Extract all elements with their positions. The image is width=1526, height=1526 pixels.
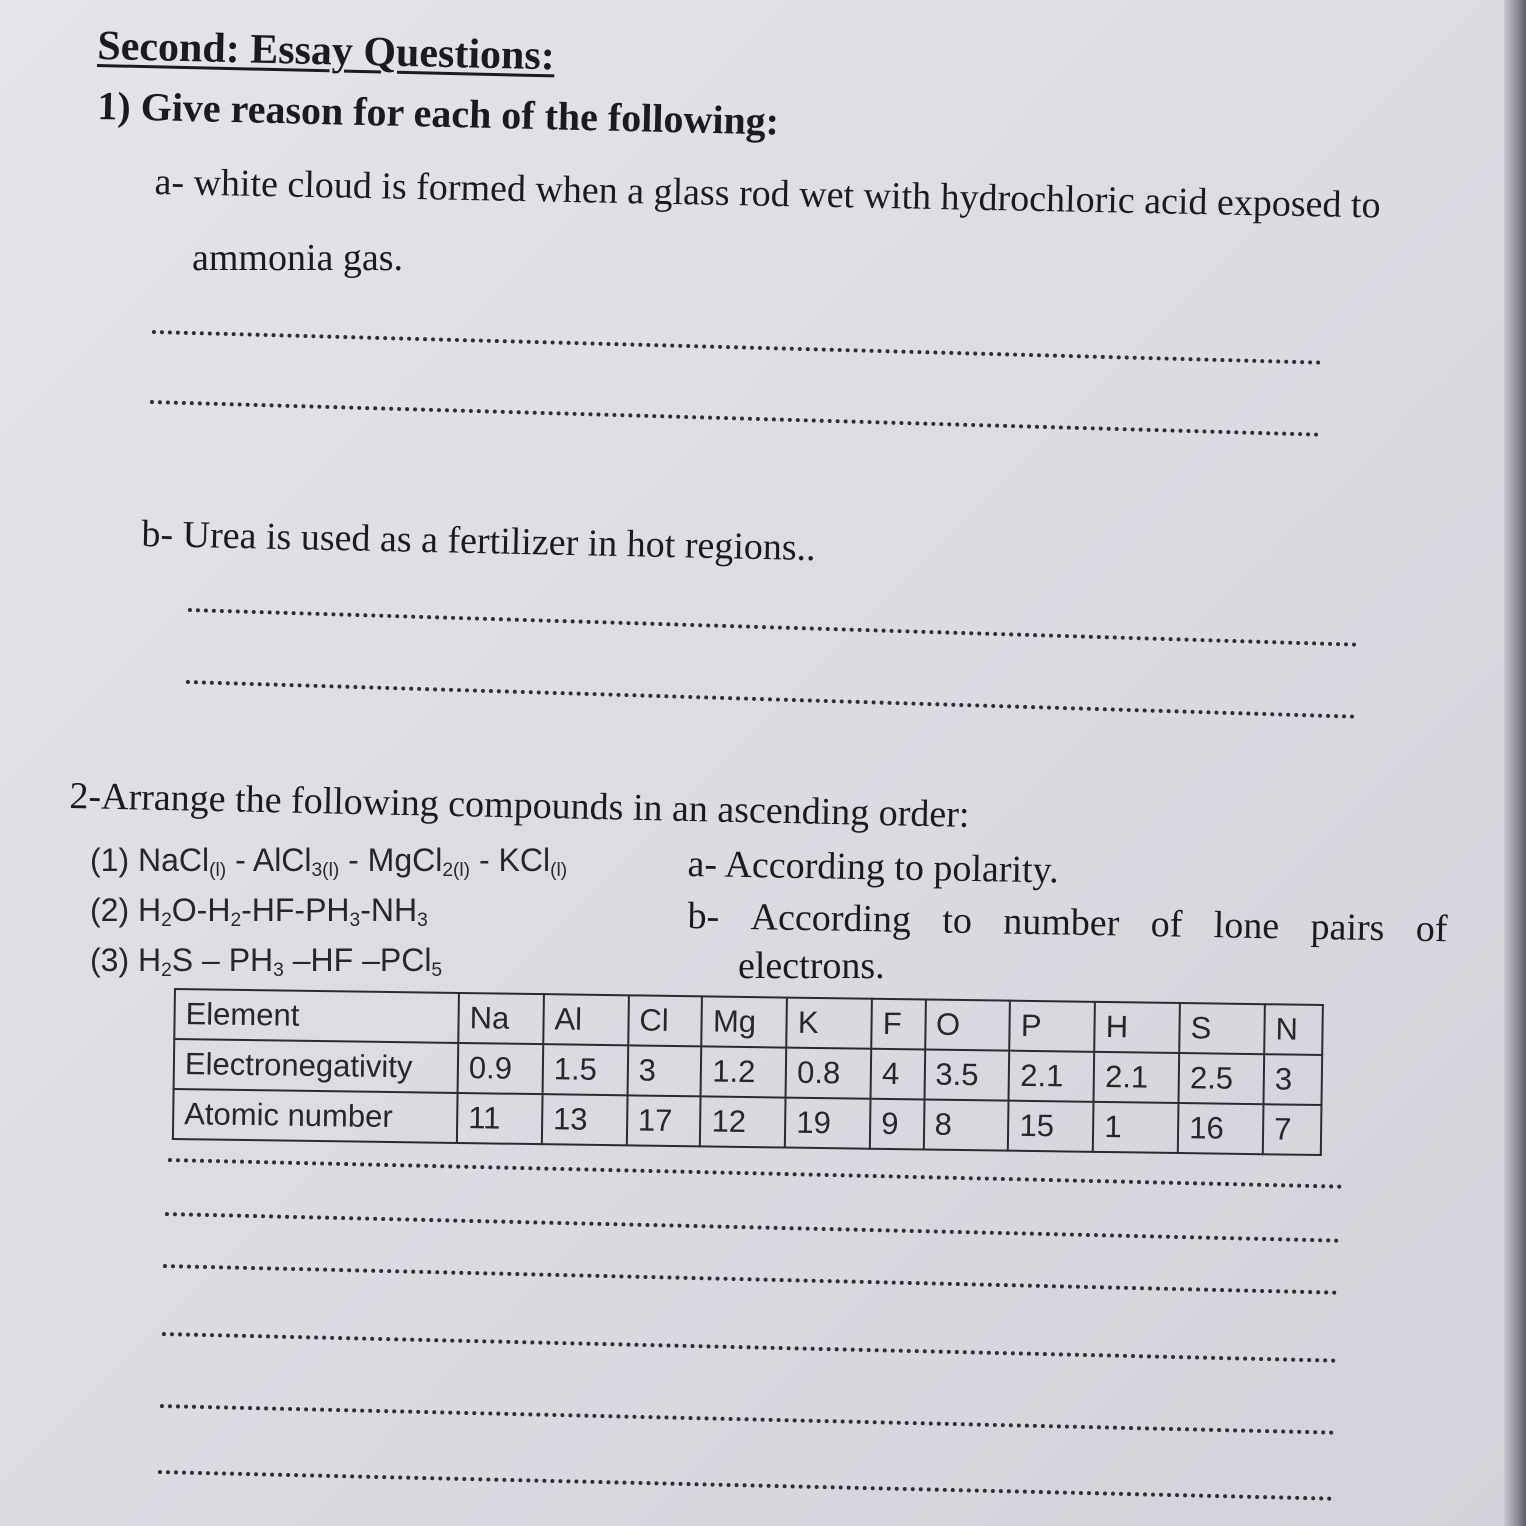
table-header-atomic-number: Atomic number	[173, 1089, 458, 1143]
answer-line-2-6[interactable]	[158, 1470, 1333, 1501]
table-cell: 15	[1008, 1101, 1094, 1152]
table-cell: 8	[923, 1099, 1009, 1150]
table-cell: Mg	[702, 996, 788, 1047]
answer-line-2-5[interactable]	[160, 1404, 1335, 1435]
compound-list-1: (1) NaCl$_{(l)}$ - AlCl$_{3(l)}$ - MgCl$_{2(l)}$ - KCl$_{(l)}$	[90, 842, 568, 881]
criterion-b-line1: b- According to number of lone pairs of	[687, 894, 1448, 951]
answer-line-1a-2[interactable]	[150, 400, 1320, 437]
criterion-b-line2: electrons.	[738, 945, 885, 987]
table-cell: O	[925, 999, 1011, 1050]
table-cell: 4	[871, 1049, 925, 1100]
answer-line-2-4[interactable]	[162, 1332, 1337, 1363]
table-cell: 12	[700, 1096, 786, 1147]
table-cell: 3	[1263, 1054, 1322, 1105]
table-cell: 9	[870, 1099, 924, 1150]
answer-line-2-1[interactable]	[168, 1158, 1343, 1189]
element-data-table	[172, 988, 1324, 1156]
answer-line-1b-1[interactable]	[188, 608, 1358, 647]
question-1b-text: b- Urea is used as a fertilizer in hot regions..	[141, 512, 817, 570]
table-cell: 3	[627, 1045, 701, 1096]
criterion-a-polarity: a- According to polarity.	[687, 842, 1060, 892]
table-cell: N	[1264, 1004, 1323, 1055]
table-cell: Cl	[628, 995, 702, 1046]
answer-line-2-3[interactable]	[163, 1264, 1338, 1295]
table-header-electronegativity: Electronegativity	[174, 1039, 459, 1093]
compound-list-2: (2) $H_2O-H_2-HF-PH_3-NH_3$	[90, 892, 428, 931]
question-1a-text-line1: a- white cloud is formed when a glass rod wet with hydrochloric acid exposed to	[154, 160, 1381, 227]
table-cell: P	[1010, 1001, 1096, 1052]
table-cell: K	[786, 998, 872, 1049]
compound-list-3: (3) $H_2S - PH_3$ –HF –PCl$_5$	[90, 942, 443, 981]
table-header-element: Element	[174, 989, 459, 1043]
table-cell: 2.1	[1094, 1052, 1180, 1103]
table-cell: H	[1094, 1002, 1180, 1053]
question-2-heading: 2-Arrange the following compounds in an ascending order:	[69, 774, 970, 836]
table-cell: 16	[1178, 1103, 1264, 1154]
table-cell: 0.9	[458, 1043, 544, 1094]
question-1a-text-line2: ammonia gas.	[192, 237, 404, 279]
answer-line-1b-2[interactable]	[186, 680, 1356, 719]
table-cell: 3.5	[924, 1049, 1010, 1100]
table-cell: 1.5	[542, 1044, 628, 1095]
table-cell: F	[871, 999, 925, 1050]
table-cell: Al	[543, 994, 629, 1045]
table-cell: 17	[627, 1095, 701, 1146]
table-cell: S	[1179, 1003, 1265, 1054]
table-cell: 11	[457, 1093, 543, 1144]
question-1-heading: 1) Give reason for each of the following:	[96, 82, 780, 144]
table-cell: 19	[785, 1098, 871, 1149]
table-cell: 7	[1263, 1104, 1322, 1155]
answer-line-1a-1[interactable]	[152, 330, 1322, 365]
table-cell: 1	[1093, 1102, 1179, 1153]
table-cell: 0.8	[786, 1048, 872, 1099]
page-title: Second: Essay Questions:	[96, 22, 556, 80]
table-cell: 1.2	[701, 1046, 787, 1097]
table-cell: 2.1	[1009, 1051, 1095, 1102]
answer-line-2-2[interactable]	[165, 1212, 1340, 1243]
table-cell: Na	[458, 993, 544, 1044]
table-cell: 2.5	[1179, 1053, 1265, 1104]
table-cell: 13	[542, 1094, 628, 1145]
paper-edge-shadow	[1504, 0, 1526, 1526]
